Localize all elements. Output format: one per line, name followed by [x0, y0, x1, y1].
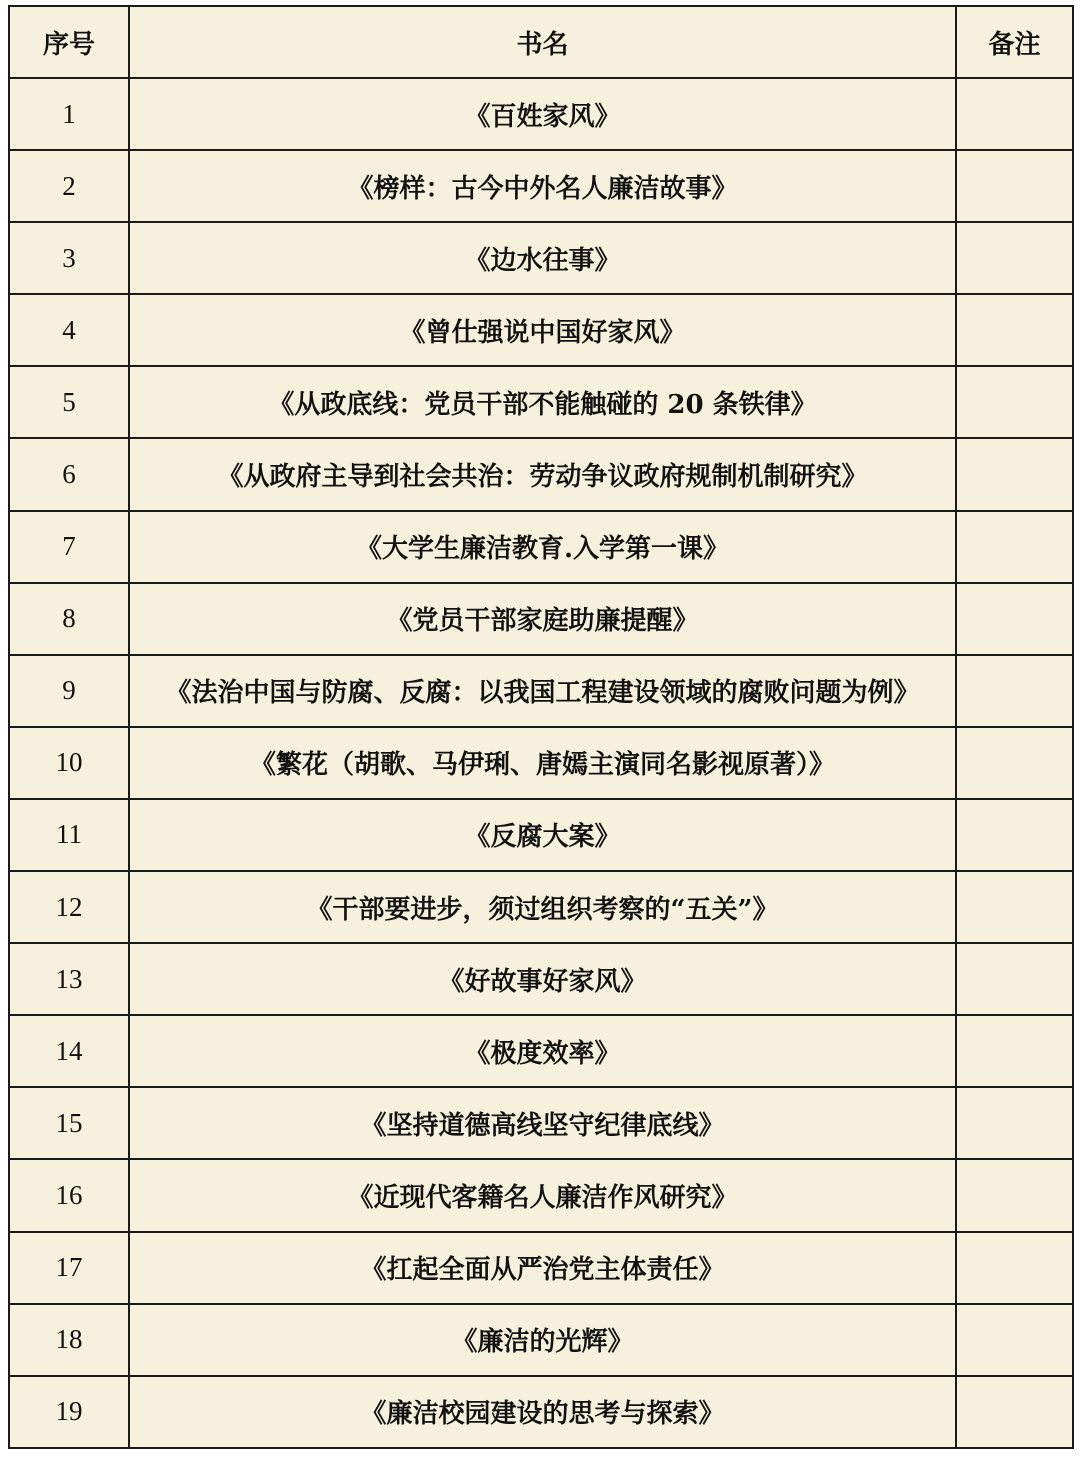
- row-index: 9: [9, 655, 129, 727]
- table-row: [9, 1232, 1073, 1304]
- row-title: 《近现代客籍名人廉洁作风研究》: [129, 1159, 956, 1231]
- table-row: [9, 222, 1073, 294]
- table-row: [9, 294, 1073, 366]
- row-note: [956, 1015, 1073, 1087]
- row-title: 《反腐大案》: [129, 799, 956, 871]
- row-note: [956, 1304, 1073, 1376]
- table-row: [9, 1087, 1073, 1159]
- row-note: [956, 1376, 1073, 1448]
- row-note: [956, 799, 1073, 871]
- row-note: [956, 655, 1073, 727]
- row-index: 16: [9, 1159, 129, 1231]
- row-title: 《党员干部家庭助廉提醒》: [129, 583, 956, 655]
- header-note: 备注: [956, 6, 1073, 78]
- row-title: 《从政府主导到社会共治：劳动争议政府规制机制研究》: [129, 438, 956, 510]
- row-title: 《极度效率》: [129, 1015, 956, 1087]
- row-note: [956, 78, 1073, 150]
- table-row: [9, 78, 1073, 150]
- row-note: [956, 511, 1073, 583]
- row-index: 17: [9, 1232, 129, 1304]
- row-index: 15: [9, 1087, 129, 1159]
- table-row: [9, 1015, 1073, 1087]
- row-note: [956, 943, 1073, 1015]
- table-row: [9, 943, 1073, 1015]
- table-row: [9, 727, 1073, 799]
- row-index: 7: [9, 511, 129, 583]
- table-header-row: [9, 6, 1073, 78]
- row-note: [956, 1159, 1073, 1231]
- row-index: 10: [9, 727, 129, 799]
- table-row: [9, 583, 1073, 655]
- table-row: [9, 511, 1073, 583]
- row-title: 《榜样：古今中外名人廉洁故事》: [129, 150, 956, 222]
- row-index: 11: [9, 799, 129, 871]
- header-index: 序号: [9, 6, 129, 78]
- row-title: 《曾仕强说中国好家风》: [129, 294, 956, 366]
- row-index: 8: [9, 583, 129, 655]
- row-title: 《百姓家风》: [129, 78, 956, 150]
- row-index: 19: [9, 1376, 129, 1448]
- row-title: 《好故事好家风》: [129, 943, 956, 1015]
- table-row: [9, 366, 1073, 438]
- row-index: 6: [9, 438, 129, 510]
- row-note: [956, 871, 1073, 943]
- row-note: [956, 366, 1073, 438]
- table-row: [9, 799, 1073, 871]
- row-title: 《干部要进步，须过组织考察的“五关”》: [129, 871, 956, 943]
- row-title: 《扛起全面从严治党主体责任》: [129, 1232, 956, 1304]
- row-note: [956, 1087, 1073, 1159]
- row-title: 《边水往事》: [129, 222, 956, 294]
- row-note: [956, 438, 1073, 510]
- row-index: 3: [9, 222, 129, 294]
- table-row: [9, 655, 1073, 727]
- row-title: 《坚持道德高线坚守纪律底线》: [129, 1087, 956, 1159]
- row-index: 18: [9, 1304, 129, 1376]
- row-note: [956, 294, 1073, 366]
- row-index: 13: [9, 943, 129, 1015]
- row-index: 12: [9, 871, 129, 943]
- table-row: [9, 1304, 1073, 1376]
- table-body: [9, 78, 1073, 1448]
- row-index: 2: [9, 150, 129, 222]
- row-title: 《繁花（胡歌、马伊琍、唐嫣主演同名影视原著）》: [129, 727, 956, 799]
- table-row: [9, 150, 1073, 222]
- row-title: 《法治中国与防腐、反腐：以我国工程建设领域的腐败问题为例》: [129, 655, 956, 727]
- row-title: 《廉洁校园建设的思考与探索》: [129, 1376, 956, 1448]
- row-note: [956, 222, 1073, 294]
- table-row: [9, 438, 1073, 510]
- row-index: 4: [9, 294, 129, 366]
- table-row: [9, 1159, 1073, 1231]
- row-index: 14: [9, 1015, 129, 1087]
- row-note: [956, 727, 1073, 799]
- row-title: 《廉洁的光辉》: [129, 1304, 956, 1376]
- row-index: 5: [9, 366, 129, 438]
- header-title: 书名: [129, 6, 956, 78]
- table-row: [9, 871, 1073, 943]
- row-note: [956, 1232, 1073, 1304]
- row-title: 《大学生廉洁教育.入学第一课》: [129, 511, 956, 583]
- table-row: [9, 1376, 1073, 1448]
- book-list-table: [8, 5, 1074, 1449]
- row-title: 《从政底线：党员干部不能触碰的 20 条铁律》: [129, 366, 956, 438]
- row-note: [956, 583, 1073, 655]
- book-list-table-container: [8, 5, 1072, 1449]
- row-index: 1: [9, 78, 129, 150]
- row-note: [956, 150, 1073, 222]
